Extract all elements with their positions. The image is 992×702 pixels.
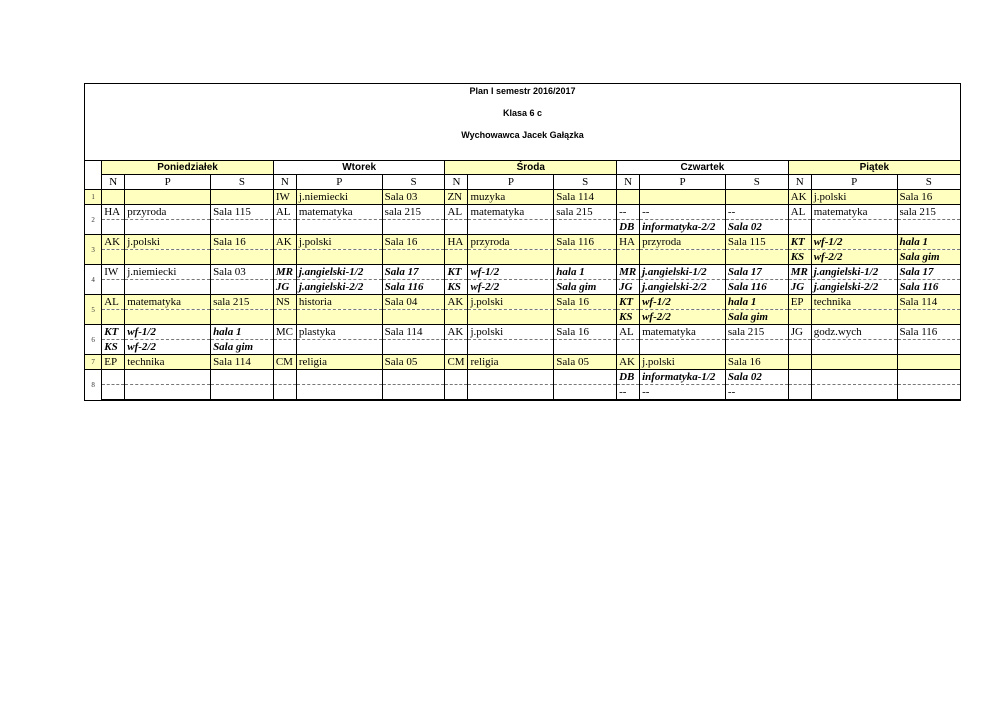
subject-name: muzyka bbox=[468, 190, 554, 205]
day-header-row bbox=[85, 161, 960, 175]
teacher-code: AK bbox=[445, 325, 468, 340]
subject-name: religia bbox=[468, 355, 554, 370]
room-name: Sala gim bbox=[554, 280, 617, 295]
subject-name bbox=[811, 370, 897, 385]
teacher-code bbox=[273, 385, 296, 400]
teacher-code: AK bbox=[102, 235, 125, 250]
teacher-code bbox=[273, 220, 296, 235]
subject-name: matematyka bbox=[296, 205, 382, 220]
teacher-code bbox=[445, 385, 468, 400]
room-name: Sala 04 bbox=[382, 295, 445, 310]
subject-name bbox=[640, 340, 726, 355]
teacher-code: EP bbox=[788, 295, 811, 310]
schedule-grid bbox=[85, 160, 960, 400]
subject-name bbox=[296, 250, 382, 265]
room-name bbox=[897, 310, 960, 325]
teacher-code: AL bbox=[102, 295, 125, 310]
subject-name bbox=[811, 310, 897, 325]
lesson-number: 2 bbox=[85, 205, 102, 235]
teacher-code bbox=[617, 340, 640, 355]
room-name bbox=[725, 340, 788, 355]
teacher-code: DB bbox=[617, 220, 640, 235]
subject-name: wf-2/2 bbox=[811, 250, 897, 265]
day-header: Piątek bbox=[788, 161, 960, 175]
room-name bbox=[554, 250, 617, 265]
room-name: Sala 17 bbox=[725, 265, 788, 280]
teacher-code: IW bbox=[273, 190, 296, 205]
subject-name bbox=[296, 310, 382, 325]
room-name bbox=[554, 220, 617, 235]
subject-name bbox=[296, 370, 382, 385]
subject-name: wf-1/2 bbox=[811, 235, 897, 250]
room-name bbox=[725, 190, 788, 205]
teacher-code: MR bbox=[617, 265, 640, 280]
lesson-row bbox=[85, 280, 960, 295]
room-name bbox=[382, 340, 445, 355]
room-name: Sala 114 bbox=[897, 295, 960, 310]
room-name: Sala 16 bbox=[725, 355, 788, 370]
subject-name: przyroda bbox=[468, 235, 554, 250]
teacher-code: MC bbox=[273, 325, 296, 340]
column-header-p: P bbox=[125, 175, 211, 190]
subject-name: wf-2/2 bbox=[125, 340, 211, 355]
teacher-code: AL bbox=[273, 205, 296, 220]
subject-name: j.angielski-1/2 bbox=[640, 265, 726, 280]
teacher-code: IW bbox=[102, 265, 125, 280]
teacher-code: EP bbox=[102, 355, 125, 370]
subject-name: j.niemiecki bbox=[296, 190, 382, 205]
room-name: Sala gim bbox=[897, 250, 960, 265]
teacher-code: CM bbox=[445, 355, 468, 370]
teacher-code bbox=[788, 310, 811, 325]
teacher-code bbox=[788, 385, 811, 400]
subject-name: j.polski bbox=[811, 190, 897, 205]
room-name: Sala 16 bbox=[554, 295, 617, 310]
subject-name bbox=[125, 310, 211, 325]
room-name: Sala 114 bbox=[382, 325, 445, 340]
teacher-code bbox=[102, 190, 125, 205]
room-name: Sala 115 bbox=[725, 235, 788, 250]
subject-name bbox=[125, 370, 211, 385]
subject-name bbox=[125, 280, 211, 295]
room-name bbox=[382, 385, 445, 400]
day-header: Środa bbox=[445, 161, 617, 175]
room-name: Sala 115 bbox=[211, 205, 274, 220]
lesson-row bbox=[85, 385, 960, 400]
teacher-code bbox=[102, 280, 125, 295]
column-header-s: S bbox=[897, 175, 960, 190]
room-name: hala 1 bbox=[897, 235, 960, 250]
lesson-row bbox=[85, 250, 960, 265]
teacher-code bbox=[445, 310, 468, 325]
subject-name bbox=[640, 250, 726, 265]
subject-name: wf-1/2 bbox=[468, 265, 554, 280]
column-header-p: P bbox=[640, 175, 726, 190]
teacher-code bbox=[788, 340, 811, 355]
subject-name bbox=[468, 340, 554, 355]
column-header-n: N bbox=[788, 175, 811, 190]
room-name bbox=[211, 220, 274, 235]
room-name: Sala 02 bbox=[725, 370, 788, 385]
subject-name bbox=[811, 355, 897, 370]
room-name: sala 215 bbox=[554, 205, 617, 220]
room-name bbox=[897, 220, 960, 235]
teacher-code bbox=[788, 355, 811, 370]
subject-name: -- bbox=[640, 385, 726, 400]
teacher-code: AK bbox=[788, 190, 811, 205]
lesson-number: 3 bbox=[85, 235, 102, 265]
room-name bbox=[897, 370, 960, 385]
room-name: Sala 05 bbox=[554, 355, 617, 370]
teacher-code: HA bbox=[445, 235, 468, 250]
room-name bbox=[211, 250, 274, 265]
column-header-n: N bbox=[273, 175, 296, 190]
subject-name bbox=[125, 385, 211, 400]
subject-name: j.angielski-1/2 bbox=[296, 265, 382, 280]
teacher-code: KS bbox=[445, 280, 468, 295]
room-name: sala 215 bbox=[382, 205, 445, 220]
room-name: sala 215 bbox=[725, 325, 788, 340]
teacher-code bbox=[273, 250, 296, 265]
teacher-code bbox=[445, 220, 468, 235]
room-name: Sala 17 bbox=[897, 265, 960, 280]
subject-name bbox=[468, 385, 554, 400]
room-name bbox=[554, 340, 617, 355]
teacher-code bbox=[273, 370, 296, 385]
room-name: Sala 116 bbox=[725, 280, 788, 295]
lesson-number: 5 bbox=[85, 295, 102, 325]
subject-name bbox=[811, 220, 897, 235]
homeroom-teacher: Wychowawca Jacek Gałązka bbox=[461, 130, 584, 140]
column-header-p: P bbox=[811, 175, 897, 190]
lesson-number: 8 bbox=[85, 370, 102, 400]
column-header-n: N bbox=[445, 175, 468, 190]
lesson-number: 7 bbox=[85, 355, 102, 370]
column-header-s: S bbox=[554, 175, 617, 190]
lesson-row bbox=[85, 265, 960, 280]
room-name: hala 1 bbox=[725, 295, 788, 310]
room-name: Sala 17 bbox=[382, 265, 445, 280]
room-name bbox=[211, 280, 274, 295]
teacher-code: AL bbox=[617, 325, 640, 340]
class-name: Klasa 6 c bbox=[502, 108, 543, 118]
column-header-n: N bbox=[102, 175, 125, 190]
day-header: Wtorek bbox=[273, 161, 445, 175]
teacher-code: KS bbox=[617, 310, 640, 325]
room-name: Sala 116 bbox=[554, 235, 617, 250]
teacher-code: KT bbox=[788, 235, 811, 250]
subject-name: -- bbox=[640, 205, 726, 220]
teacher-code: KT bbox=[617, 295, 640, 310]
room-name: Sala 114 bbox=[211, 355, 274, 370]
subject-name: matematyka bbox=[640, 325, 726, 340]
subject-name bbox=[468, 220, 554, 235]
lesson-row bbox=[85, 190, 960, 205]
room-name: Sala 116 bbox=[897, 325, 960, 340]
teacher-code bbox=[617, 250, 640, 265]
room-name: Sala 02 bbox=[725, 220, 788, 235]
subject-name: wf-1/2 bbox=[640, 295, 726, 310]
room-name bbox=[897, 340, 960, 355]
teacher-code: MR bbox=[788, 265, 811, 280]
lesson-number: 4 bbox=[85, 265, 102, 295]
room-name bbox=[725, 250, 788, 265]
teacher-code: JG bbox=[788, 325, 811, 340]
subject-name: j.angielski-1/2 bbox=[811, 265, 897, 280]
room-name bbox=[382, 310, 445, 325]
teacher-code bbox=[102, 370, 125, 385]
teacher-code bbox=[102, 250, 125, 265]
teacher-code bbox=[445, 370, 468, 385]
teacher-code: HA bbox=[102, 205, 125, 220]
subject-name: j.angielski-2/2 bbox=[811, 280, 897, 295]
room-name: -- bbox=[725, 385, 788, 400]
teacher-code: MR bbox=[273, 265, 296, 280]
column-header-row bbox=[85, 175, 960, 190]
subject-name: przyroda bbox=[640, 235, 726, 250]
subject-name: informatyka-2/2 bbox=[640, 220, 726, 235]
subject-name bbox=[468, 370, 554, 385]
subject-name: j.polski bbox=[296, 235, 382, 250]
column-header-s: S bbox=[382, 175, 445, 190]
teacher-code: KS bbox=[788, 250, 811, 265]
subject-name bbox=[125, 190, 211, 205]
room-name: Sala gim bbox=[725, 310, 788, 325]
subject-name: j.polski bbox=[640, 355, 726, 370]
subject-name: historia bbox=[296, 295, 382, 310]
room-name: Sala 03 bbox=[211, 265, 274, 280]
teacher-code bbox=[273, 310, 296, 325]
teacher-code: CM bbox=[273, 355, 296, 370]
teacher-code: AK bbox=[273, 235, 296, 250]
day-header: Poniedziałek bbox=[102, 161, 274, 175]
subject-name bbox=[468, 250, 554, 265]
room-name: Sala 03 bbox=[382, 190, 445, 205]
subject-name bbox=[640, 190, 726, 205]
room-name bbox=[382, 370, 445, 385]
room-name: -- bbox=[725, 205, 788, 220]
room-name: Sala 116 bbox=[382, 280, 445, 295]
subject-name: matematyka bbox=[468, 205, 554, 220]
column-header-n: N bbox=[617, 175, 640, 190]
room-name bbox=[897, 385, 960, 400]
lesson-row bbox=[85, 370, 960, 385]
subject-name: technika bbox=[125, 355, 211, 370]
teacher-code bbox=[102, 220, 125, 235]
room-name bbox=[211, 310, 274, 325]
subject-name: religia bbox=[296, 355, 382, 370]
teacher-code: KT bbox=[445, 265, 468, 280]
teacher-code: AL bbox=[445, 205, 468, 220]
teacher-code: ZN bbox=[445, 190, 468, 205]
room-name bbox=[211, 370, 274, 385]
room-name bbox=[211, 190, 274, 205]
teacher-code bbox=[788, 220, 811, 235]
room-name: sala 215 bbox=[211, 295, 274, 310]
lesson-row bbox=[85, 325, 960, 340]
subject-name: j.niemiecki bbox=[125, 265, 211, 280]
teacher-code: AL bbox=[788, 205, 811, 220]
subject-name bbox=[296, 385, 382, 400]
teacher-code bbox=[445, 250, 468, 265]
subject-name: matematyka bbox=[125, 295, 211, 310]
room-name: Sala 16 bbox=[382, 235, 445, 250]
room-name bbox=[211, 385, 274, 400]
subject-name: przyroda bbox=[125, 205, 211, 220]
subject-name: j.polski bbox=[125, 235, 211, 250]
teacher-code: AK bbox=[445, 295, 468, 310]
room-name bbox=[554, 310, 617, 325]
teacher-code bbox=[788, 370, 811, 385]
column-header-p: P bbox=[296, 175, 382, 190]
teacher-code: KT bbox=[102, 325, 125, 340]
room-name: Sala 16 bbox=[554, 325, 617, 340]
room-name: Sala 16 bbox=[211, 235, 274, 250]
subject-name: informatyka-1/2 bbox=[640, 370, 726, 385]
subject-name bbox=[125, 220, 211, 235]
teacher-code: JG bbox=[788, 280, 811, 295]
teacher-code bbox=[102, 385, 125, 400]
row-number-corner bbox=[85, 161, 102, 190]
lesson-row bbox=[85, 340, 960, 355]
lesson-number: 1 bbox=[85, 190, 102, 205]
teacher-code bbox=[273, 340, 296, 355]
column-header-p: P bbox=[468, 175, 554, 190]
teacher-code: JG bbox=[617, 280, 640, 295]
subject-name: j.polski bbox=[468, 325, 554, 340]
subject-name: wf-1/2 bbox=[125, 325, 211, 340]
room-name: Sala 116 bbox=[897, 280, 960, 295]
lesson-row bbox=[85, 355, 960, 370]
timetable-title: Plan I semestr 2016/2017 bbox=[469, 86, 576, 96]
subject-name: wf-2/2 bbox=[468, 280, 554, 295]
subject-name bbox=[468, 310, 554, 325]
room-name bbox=[554, 385, 617, 400]
lesson-row bbox=[85, 220, 960, 235]
room-name: Sala 05 bbox=[382, 355, 445, 370]
room-name: sala 215 bbox=[897, 205, 960, 220]
subject-name bbox=[296, 220, 382, 235]
room-name: hala 1 bbox=[211, 325, 274, 340]
teacher-code: DB bbox=[617, 370, 640, 385]
column-header-s: S bbox=[211, 175, 274, 190]
teacher-code bbox=[102, 310, 125, 325]
subject-name bbox=[811, 385, 897, 400]
subject-name: matematyka bbox=[811, 205, 897, 220]
subject-name bbox=[125, 250, 211, 265]
subject-name: plastyka bbox=[296, 325, 382, 340]
teacher-code: -- bbox=[617, 385, 640, 400]
subject-name: j.angielski-2/2 bbox=[296, 280, 382, 295]
timetable-sheet bbox=[84, 83, 961, 401]
subject-name: godz.wych bbox=[811, 325, 897, 340]
subject-name: j.angielski-2/2 bbox=[640, 280, 726, 295]
teacher-code: JG bbox=[273, 280, 296, 295]
timetable-header bbox=[85, 84, 960, 160]
subject-name bbox=[296, 340, 382, 355]
room-name: Sala gim bbox=[211, 340, 274, 355]
column-header-s: S bbox=[725, 175, 788, 190]
room-name bbox=[897, 355, 960, 370]
room-name bbox=[382, 220, 445, 235]
teacher-code bbox=[617, 190, 640, 205]
teacher-code: NS bbox=[273, 295, 296, 310]
room-name bbox=[382, 250, 445, 265]
teacher-code: KS bbox=[102, 340, 125, 355]
teacher-code: HA bbox=[617, 235, 640, 250]
subject-name bbox=[811, 340, 897, 355]
day-header: Czwartek bbox=[617, 161, 789, 175]
subject-name: wf-2/2 bbox=[640, 310, 726, 325]
room-name: hala 1 bbox=[554, 265, 617, 280]
lesson-number: 6 bbox=[85, 325, 102, 355]
lesson-row bbox=[85, 310, 960, 325]
room-name: Sala 114 bbox=[554, 190, 617, 205]
lesson-row bbox=[85, 205, 960, 220]
lesson-row bbox=[85, 235, 960, 250]
lesson-row bbox=[85, 295, 960, 310]
room-name: Sala 16 bbox=[897, 190, 960, 205]
subject-name: technika bbox=[811, 295, 897, 310]
room-name bbox=[554, 370, 617, 385]
teacher-code: AK bbox=[617, 355, 640, 370]
subject-name: j.polski bbox=[468, 295, 554, 310]
teacher-code bbox=[445, 340, 468, 355]
teacher-code: -- bbox=[617, 205, 640, 220]
